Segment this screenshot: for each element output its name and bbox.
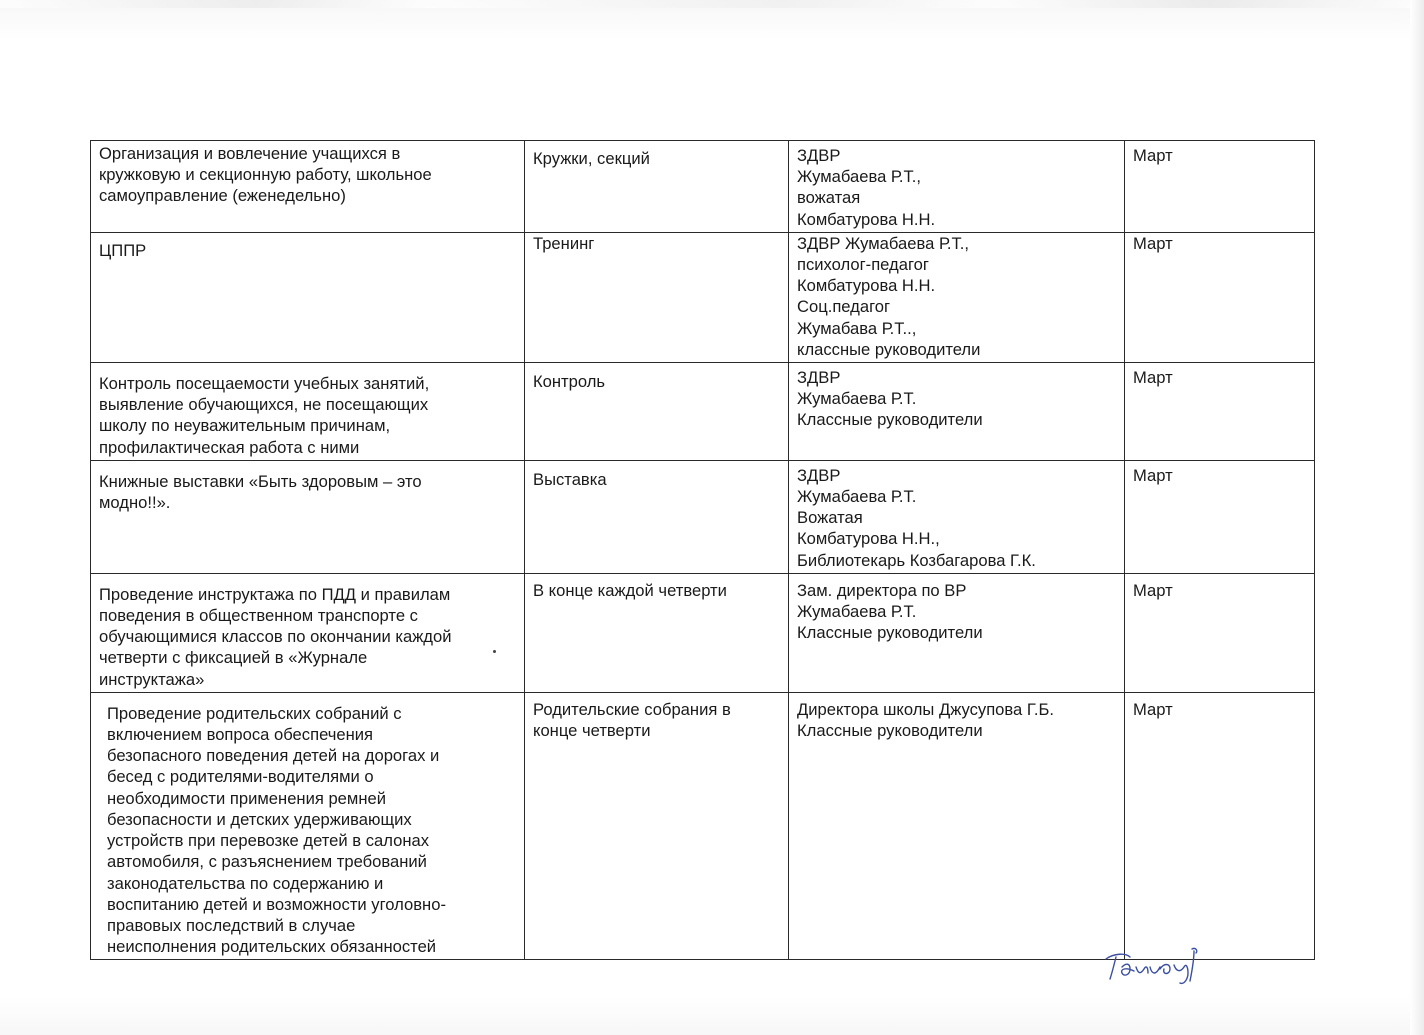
activity-cell: ЦППР [91, 232, 525, 362]
signature-mark [1100, 945, 1210, 990]
month-cell: Март [1125, 692, 1315, 959]
plan-table [90, 140, 1315, 960]
activity-cell: Проведение инструктажа по ПДД и правилам поведения в общественном транспорте с обучающимися классов по окончании каждой четверти с фиксацией в «Журнале инструктажа» [91, 573, 525, 692]
form-cell: Родительские собрания в конце четверти [525, 692, 789, 959]
table-row [91, 692, 1315, 959]
form-cell: Контроль [525, 363, 789, 461]
activity-cell: Книжные выставки «Быть здоровым – это модно!!». [91, 460, 525, 573]
responsible-cell: ЗДВР Жумабаева Р.Т., вожатая Комбатурова Н.Н. [789, 141, 1125, 233]
table-row [91, 232, 1315, 362]
form-cell: В конце каждой четверти [525, 573, 789, 692]
ink-dot [493, 650, 496, 653]
responsible-cell: Зам. директора по ВР Жумабаева Р.Т. Классные руководители [789, 573, 1125, 692]
month-cell: Март [1125, 460, 1315, 573]
table-row [91, 141, 1315, 233]
responsible-cell: ЗДВР Жумабаева Р.Т. Вожатая Комбатурова Н.Н., Библиотекарь Козбагарова Г.К. [789, 460, 1125, 573]
scan-edge-right [1410, 0, 1424, 1035]
responsible-cell: ЗДВР Жумабаева Р.Т. Классные руководители [789, 363, 1125, 461]
month-cell: Март [1125, 141, 1315, 233]
form-cell: Кружки, секций [525, 141, 789, 233]
form-cell: Выставка [525, 460, 789, 573]
activity-cell: Организация и вовлечение учащихся в кружковую и секционную работу, школьное самоуправление (еженедельно) [91, 141, 525, 233]
activity-cell: Контроль посещаемости учебных занятий, выявление обучающихся, не посещающих школу по неуважительным причинам, профилактическая работа с ними [91, 363, 525, 461]
table-row [91, 363, 1315, 461]
responsible-cell: ЗДВР Жумабаева Р.Т., психолог-педагог Комбатурова Н.Н. Соц.педагог Жумабава Р.Т.., классные руководители [789, 232, 1125, 362]
responsible-cell: Директора школы Джусупова Г.Б. Классные руководители [789, 692, 1125, 959]
form-cell: Тренинг [525, 232, 789, 362]
month-cell: Март [1125, 573, 1315, 692]
activity-cell: Проведение родительских собраний с включением вопроса обеспечения безопасного поведения детей на дорогах и бесед с родителями-водителями о необходимости применения ремней безопасности и детских удерживающих устройств при перевозке детей в салонах автомобиля, с разъяснением требований законодательства по содержанию и воспитанию детей и возможности уголовно- правовых последствий в случае неисполнения родительских обязанностей [91, 692, 525, 959]
month-cell: Март [1125, 363, 1315, 461]
table-row [91, 573, 1315, 692]
table-row [91, 460, 1315, 573]
scan-edge-top [0, 0, 1424, 8]
month-cell: Март [1125, 232, 1315, 362]
